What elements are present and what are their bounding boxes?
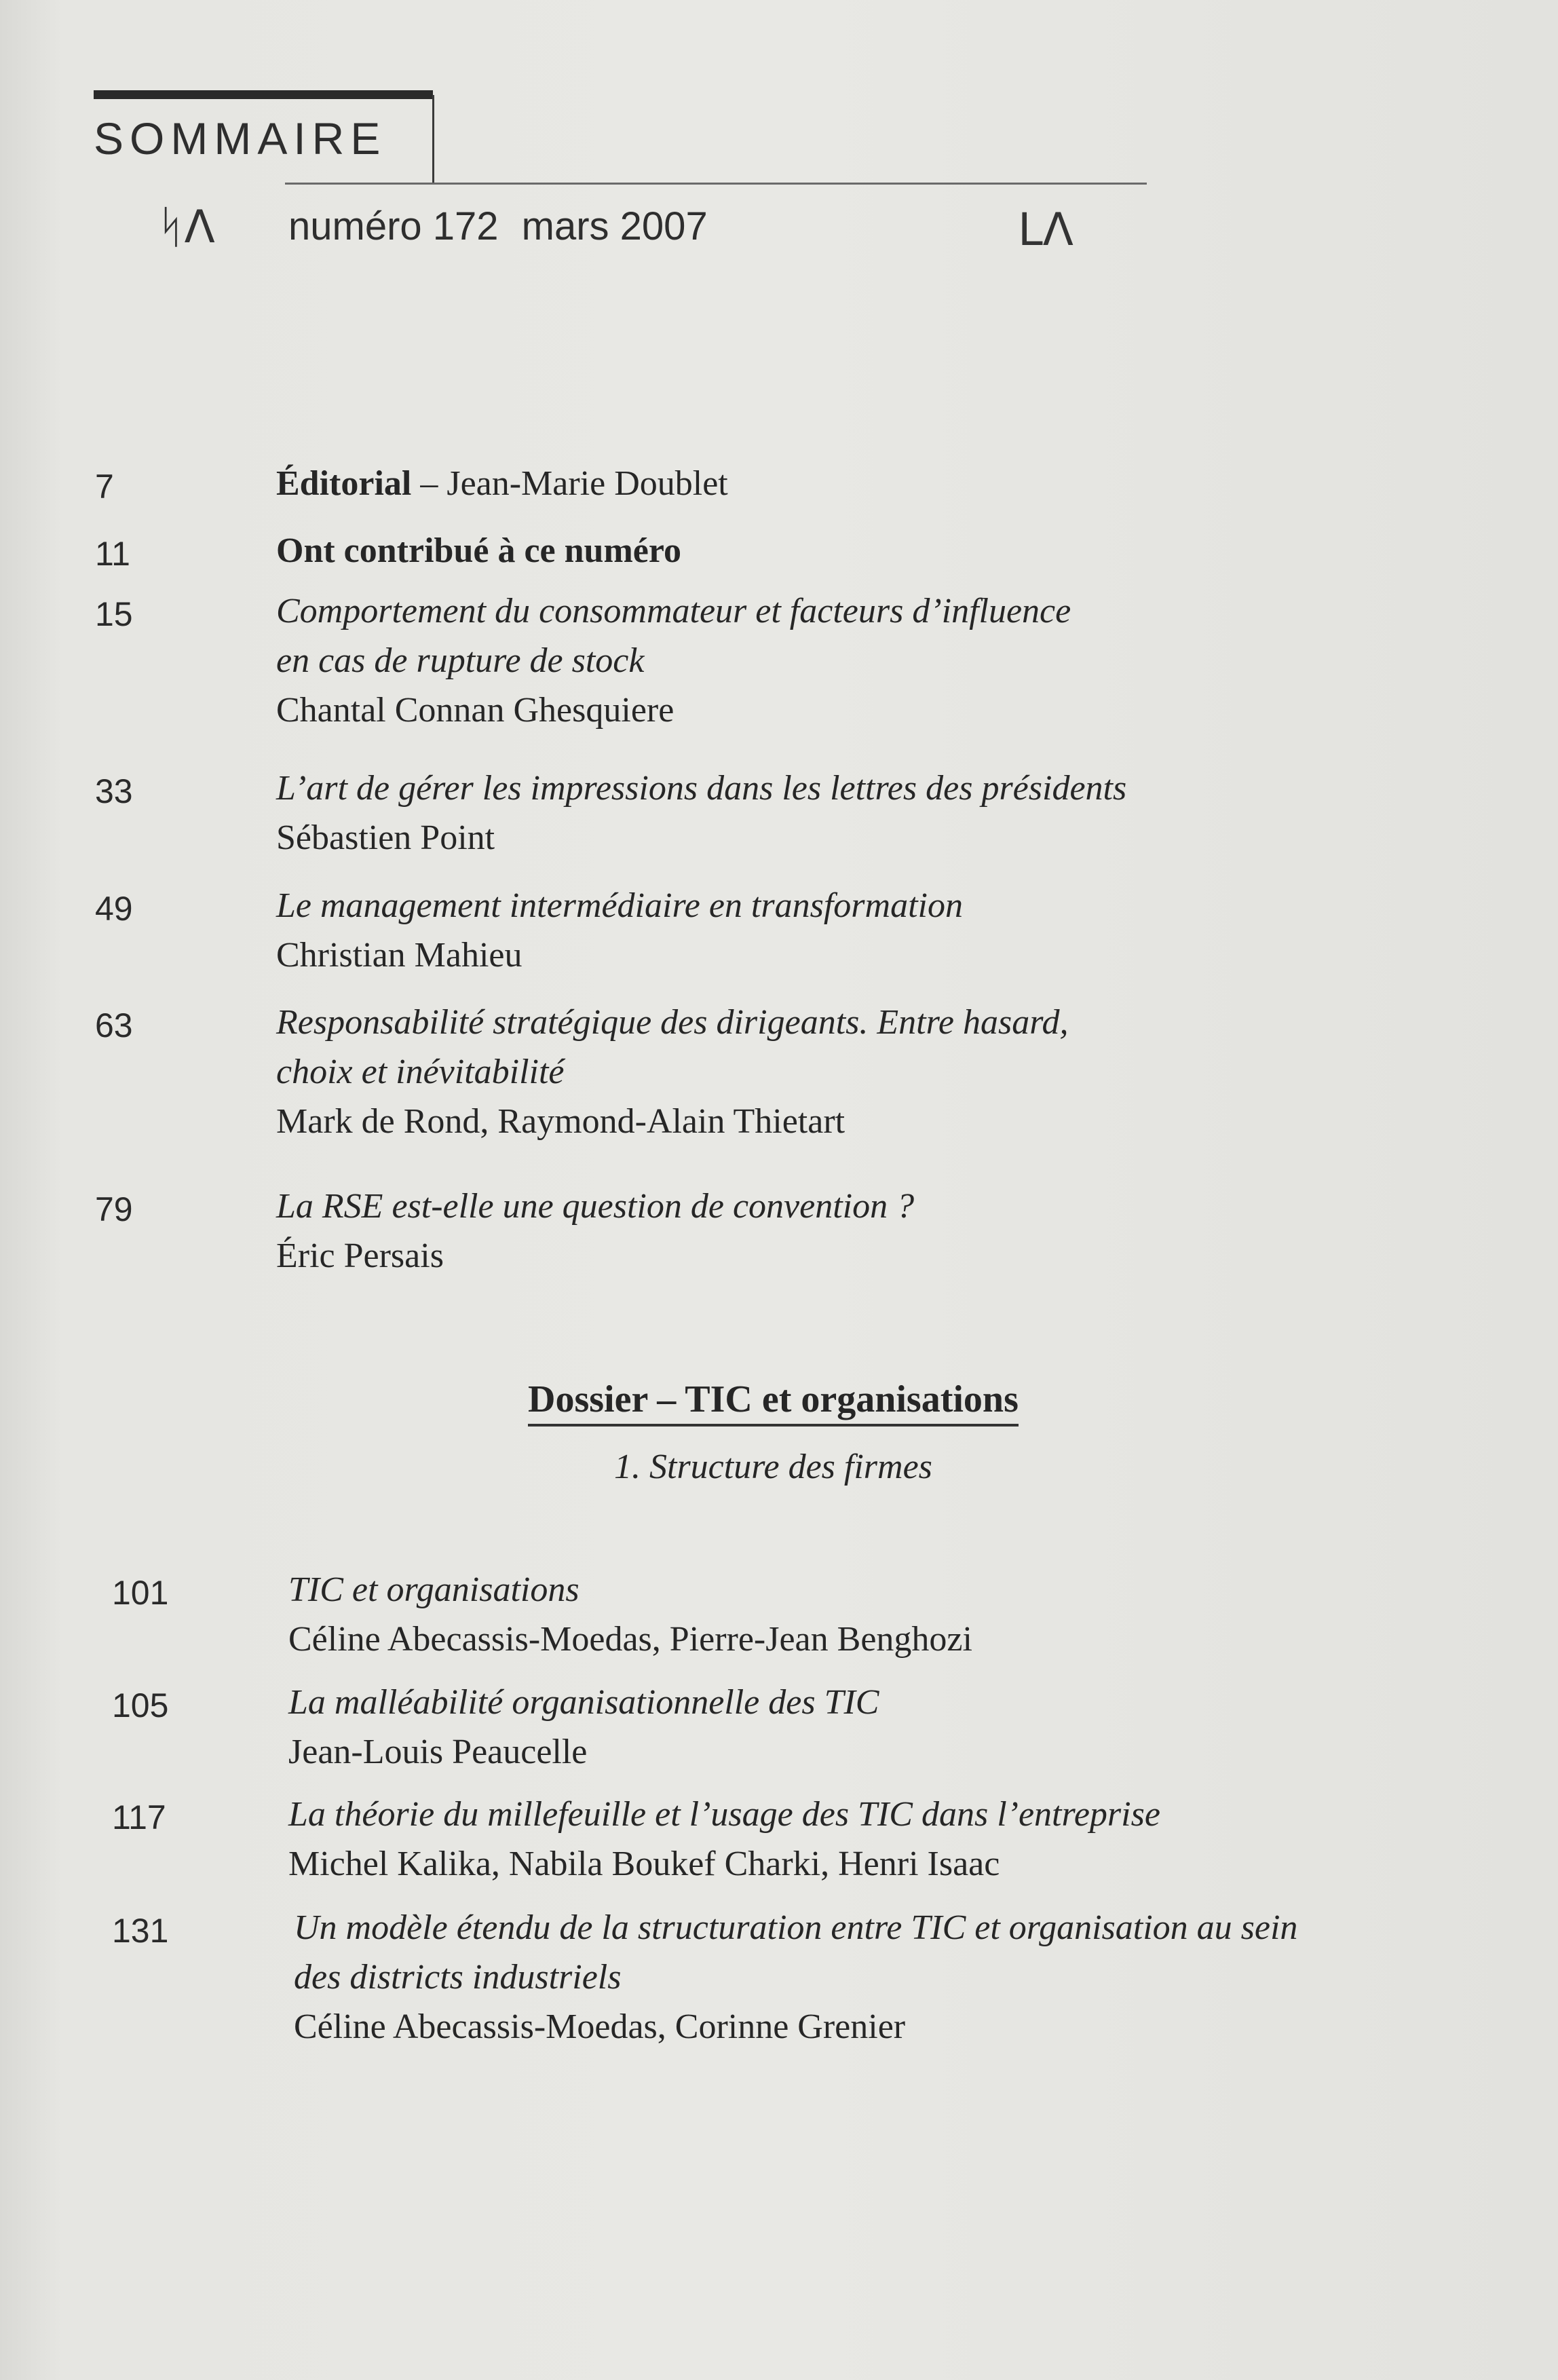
header-rule-vertical bbox=[432, 95, 434, 185]
editorial-author: – Jean-Marie Doublet bbox=[411, 464, 728, 503]
toc-entry-title: des districts industriels bbox=[294, 1958, 622, 1997]
handwritten-mark-right: Lᐱ bbox=[1018, 204, 1074, 256]
issue-number: numéro 172 bbox=[288, 204, 499, 248]
dossier-subtitle: 1. Structure des firmes bbox=[614, 1448, 932, 1486]
toc-page-number: 105 bbox=[112, 1686, 169, 1724]
toc-entry-author: Céline Abecassis-Moedas, Corinne Grenier bbox=[294, 2007, 906, 2046]
toc-page-number: 101 bbox=[112, 1574, 169, 1612]
toc-entry-title bbox=[276, 459, 728, 508]
toc-page-number: 15 bbox=[95, 595, 133, 633]
toc-page-number: 11 bbox=[95, 535, 130, 573]
toc-entry-title: Ont contribué à ce numéro bbox=[276, 531, 681, 570]
issue-date: mars 2007 bbox=[521, 204, 708, 248]
toc-page-number: 63 bbox=[95, 1006, 133, 1044]
toc-entry-author: Christian Mahieu bbox=[276, 936, 522, 975]
toc-page-number: 117 bbox=[112, 1798, 166, 1836]
toc-entry-title: Un modèle étendu de la structuration entre TIC et organisation au sein bbox=[294, 1908, 1298, 1947]
toc-entry-title: Le management intermédiaire en transformation bbox=[276, 886, 963, 925]
toc-entry-author: Céline Abecassis-Moedas, Pierre-Jean Benghozi bbox=[288, 1620, 972, 1659]
toc-page-number: 79 bbox=[95, 1190, 133, 1228]
toc-entry-title: TIC et organisations bbox=[288, 1570, 580, 1609]
toc-entry-author: Michel Kalika, Nabila Boukef Charki, Henri Isaac bbox=[288, 1845, 1000, 1883]
toc-entry-title: en cas de rupture de stock bbox=[276, 641, 645, 680]
toc-entry-title: La malléabilité organisationnelle des TIC bbox=[288, 1683, 879, 1722]
issue-line bbox=[288, 204, 720, 249]
toc-entry-title: Responsabilité stratégique des dirigeants. Entre hasard, bbox=[276, 1003, 1069, 1042]
toc-entry-author: Chantal Connan Ghesquiere bbox=[276, 691, 674, 730]
toc-entry-author: Éric Persais bbox=[276, 1236, 444, 1275]
toc-entry-author: Sébastien Point bbox=[276, 818, 495, 857]
handwritten-mark-left: ᛋᐱ bbox=[157, 201, 215, 253]
section-title: SOMMAIRE bbox=[94, 113, 387, 164]
toc-page-number: 49 bbox=[95, 890, 133, 928]
toc-entry-title: Comportement du consommateur et facteurs d’influence bbox=[276, 592, 1071, 630]
toc-entry-title: La théorie du millefeuille et l’usage des TIC dans l’entreprise bbox=[288, 1795, 1160, 1834]
header-rule-bar bbox=[94, 90, 433, 99]
toc-entry-title: choix et inévitabilité bbox=[276, 1053, 565, 1091]
toc-entry-author: Mark de Rond, Raymond-Alain Thietart bbox=[276, 1102, 846, 1141]
editorial-label: Éditorial bbox=[276, 464, 412, 503]
toc-entry-author: Jean-Louis Peaucelle bbox=[288, 1733, 588, 1771]
toc-page-number: 7 bbox=[95, 468, 114, 506]
toc-entry-title: La RSE est-elle une question de convention ? bbox=[276, 1187, 915, 1226]
toc-page-number: 33 bbox=[95, 772, 133, 810]
toc-entry-title: L’art de gérer les impressions dans les lettres des présidents bbox=[276, 769, 1127, 808]
dossier-title: Dossier – TIC et organisations bbox=[528, 1378, 1019, 1427]
toc-page-number: 131 bbox=[112, 1912, 169, 1950]
header-rule-horizontal bbox=[285, 183, 1147, 185]
